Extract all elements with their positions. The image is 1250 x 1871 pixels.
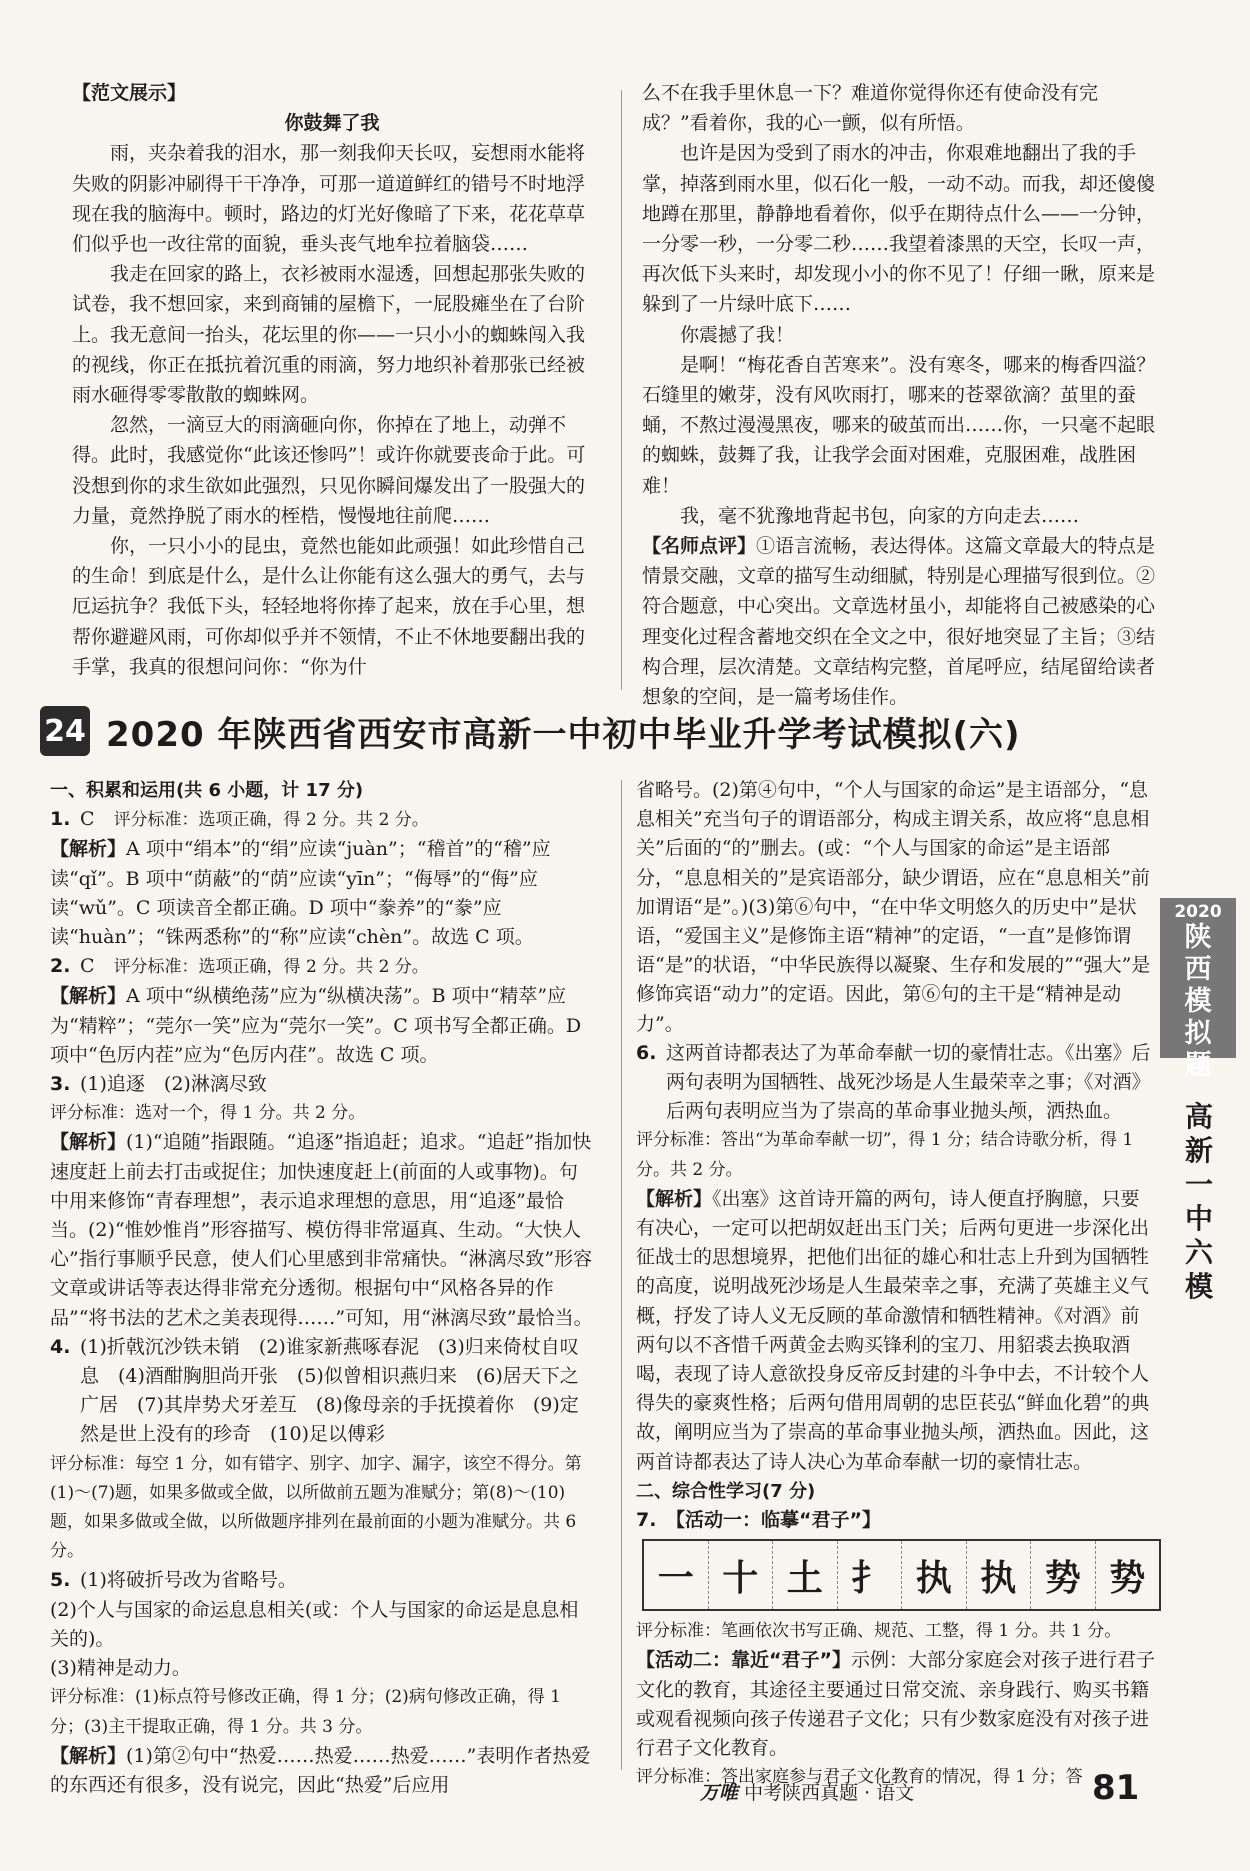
essay-paragraph: 么不在我手里休息一下？难道你觉得你还有使命没有完成？”看着你，我的心一颤，似有所悟。 — [642, 82, 1099, 135]
column-divider — [621, 780, 622, 1770]
answer: (1)将破折号改为省略号。 — [80, 1569, 297, 1592]
scoring-criteria: 评分标准：选项正确，得 2 分。共 2 分。 — [113, 957, 429, 978]
exam-banner — [40, 702, 1165, 760]
question-number: 7. — [636, 1509, 657, 1532]
essay-paragraph: 忽然，一滴豆大的雨滴砸向你，你掉在了地上，动弹不得。此时，我感觉你“此该还惨吗”！或许你就要丧命于此。可没想到你的求生欲如此强烈，只见你瞬间爆发出了一股强大的力量，竟然挣脱了雨水的桎梏，慢慢地往前爬…… — [72, 414, 586, 527]
comment-label: 【名师点评】 — [642, 535, 757, 558]
grid-cell: 十 — [709, 1541, 774, 1609]
essay-title: 你鼓舞了我 — [284, 112, 380, 135]
essay-paragraph: 雨，夹杂着我的泪水，那一刻我仰天长叹，妄想雨水能将失败的阴影冲刷得干干净净，可那一道道鲜红的错号不时地浮现在我的脑海中。顿时，路边的灯光好像暗了下来，花花草草们似乎也一改往常的面貌，垂头丧气地牟拉着脑袋…… — [72, 142, 586, 256]
analysis: 【解析】(1)“追随”指跟随。“追逐”指追赶；追求。“追赶”指加快速度赶上前去打击或捉住；加快速度赶上(前面的人或事物)。句中用来修饰“青春理想”，表示追求理想的意思，用“追逐”最恰当。(2)“惟妙惟肖”形容描写、模仿得非常逼真、生动。“大快人心”指行事顺乎民意，使人们心里感到非常痛快。“淋漓尽致”形容文章或讲话等表达得非常充分透彻。根据句中“风格各异的作品”“将书法的艺术之美表现得……”可知，用“淋漓尽致”最恰当。 — [50, 1131, 593, 1329]
grid-cell: 执 — [967, 1541, 1032, 1609]
side-tab-char: 一 — [1184, 1168, 1213, 1201]
exam-number-badge: 24 — [40, 706, 90, 756]
side-tab-char: 中 — [1184, 1202, 1213, 1235]
question-3 — [50, 1070, 595, 1099]
question-number: 2. — [50, 955, 71, 978]
side-tab-char: 模 — [1184, 986, 1212, 1017]
essay-paragraph: 也许是因为受到了雨水的冲击，你艰难地翻出了我的手掌，掉落到雨水里，似石化一般，一动不动。而我，却还傻傻地蹲在那里，静静地看着你，似乎在期待点什么——一分钟，一分零一秒，一分零二秒……我望着漆黑的天空，长叹一声，再次低下头来时，却发现小小的你不见了！仔细一瞅，原来是躲到了一片绿叶底下…… — [642, 142, 1156, 316]
question-4 — [50, 1333, 595, 1450]
answer: 这两首诗都表达了为革命奉献一切的豪情壮志。《出塞》后两句表明为国牺牲、战死沙场是人生最荣幸之事；《对酒》后两句表明应当为了崇高的革命事业抛头颅，洒热血。 — [666, 1041, 1151, 1123]
analysis-continued: 省略号。(2)第④句中，“个人与国家的命运”是主语部分，“息息相关”充当句子的谓语部分，构成主谓关系，故应将“息息相关”后面的“的”删去。(或：“个人与国家的命运”是主语部分，“息息相关的”是宾语部分，缺少谓语，应在“息息相关”前加谓语“是”。)(3)第⑥句中，“在中华文明悠久的历史中”是状语，“爱国主义”是修饰主语“精神”的定语，“一直”是修饰谓语“是”的状语，“中华民族得以凝聚、生存和发展的”“强大”是修饰宾语“动力”的定语。因此，第⑥句的主干是“精神是动力”。 — [636, 779, 1151, 1035]
exam-title: 2020 年陕西省西安市高新一中初中毕业升学考试模拟(六) — [106, 714, 1021, 755]
section-heading: 一、积累和运用(共 6 小题，计 17 分) — [50, 780, 364, 801]
question-7 — [636, 1506, 1156, 1535]
side-tab-char: 拟 — [1184, 1018, 1212, 1049]
analysis: 【解析】(1)第②句中“热爱……热爱……热爱……”表明作者热爱的东西还有很多，没有说完，因此“热爱”后应用 — [50, 1744, 591, 1796]
scoring-criteria: 评分标准：笔画依次书写正确、规范、工整，得 1 分。共 1 分。 — [636, 1621, 1122, 1642]
question-2 — [50, 952, 595, 982]
scoring-criteria: 评分标准：答出家庭参与君子文化教育的情况，得 1 分；答 — [636, 1767, 1083, 1788]
teacher-comment — [642, 531, 1164, 712]
grid-cell: 势 — [1109, 1556, 1146, 1599]
essay-paragraph: 是啊！“梅花香自苦寒来”。没有寒冬，哪来的梅香四溢？石缝里的嫩芽，没有风吹雨打，哪来的苍翠欲滴？茧里的蚕蛹，不熬过漫漫黑夜，哪来的破茧而出……你，一只毫不起眼的蜘蛛，鼓舞了我，让我学会面对困难，克服困难，战胜困难！ — [642, 353, 1156, 497]
analysis: 【解析】A 项中“纵横绝荡”应为“纵横决荡”。B 项中“精萃”应为“精粹”；“莞尔一笑”应为“莞尔一笑”。C 项书写全都正确。D 项中“色厉内茬”应为“色厉内荏”。故选 C 项。 — [50, 985, 582, 1066]
question-number: 1. — [50, 808, 71, 831]
essay-paragraph: 你，一只小小的昆虫，竟然也能如此顽强！如此珍惜自己的生命！到底是什么，是什么让你能有这么强大的勇气，去与厄运抗争？我低下头，轻轻地将你捧了起来，放在手心里，想帮你避避风雨，可你却似乎并不领情，不止不休地要翻出我的手掌，我真的很想问问你：“你为什 — [72, 535, 586, 678]
page-number: 81 — [1092, 1768, 1140, 1808]
scoring-criteria: 评分标准：(1)标点符号修改正确，得 1 分；(2)病句修改正确，得 1 分；(3)主干提取正确，得 1 分。共 3 分。 — [50, 1687, 562, 1737]
essay-right-column — [642, 78, 1164, 712]
essay-section-label: 【范文展示】 — [72, 82, 187, 104]
essay-paragraph: 我走在回家的路上，衣衫被雨水湿透，回想起那张失败的试卷，我不想回家，来到商铺的屋檐下，一屁股瘫坐在了台阶上。我无意间一抬头，花坛里的你——一只小小的蜘蛛闯入我的视线，你正在抵抗着沉重的雨滴，努力地织补着那张已经被雨水砸得零零散散的蜘蛛网。 — [72, 263, 586, 407]
answer: (3)精神是动力。 — [50, 1657, 191, 1680]
answer: (1)折戟沉沙铁未销 (2)谁家新燕啄春泥 (3)归来倚杖自叹息 (4)酒酣胸胆尚开张 (5)似曾相识燕归来 (6)居天下之广居 (7)其岸势犬牙差互 (8)像母亲的手抚摸着你 (9)定然是世上没有的珍奇 (10)足以傅彩 — [80, 1335, 579, 1446]
analysis: 【解析】A 项中“绢本”的“绢”应读“juàn”；“稽首”的“稽”应读“qǐ”。B 项中“荫蔽”的“荫”应读“yīn”；“侮辱”的“侮”应读“wǔ”。C 项读音全都正确。D 项中“豢养”的“豢”应读“huàn”；“铢两悉称”的“称”应读“chèn”。故选 C 项。 — [50, 838, 551, 949]
calligraphy-grid — [642, 1539, 1161, 1611]
side-tab-char: 题 — [1184, 1050, 1212, 1081]
activity-2-label: 【活动二：靠近“君子”】 — [636, 1649, 851, 1672]
grid-cell: 土 — [773, 1541, 838, 1609]
answer: (2)个人与国家的命运息息相关(或：个人与国家的命运是息息相关的)。 — [50, 1598, 579, 1650]
activity-1-label: 【活动一：临摹“君子”】 — [666, 1509, 881, 1532]
question-number: 6. — [636, 1041, 657, 1064]
scoring-criteria: 评分标准：答出“为革命奉献一切”，得 1 分；结合诗歌分析，得 1 分。共 2 分。 — [636, 1130, 1134, 1180]
grid-cell: 执 — [902, 1541, 967, 1609]
grid-cell: 扌 — [838, 1541, 903, 1609]
question-number: 3. — [50, 1073, 71, 1096]
scoring-criteria: 评分标准：选对一个，得 1 分。共 2 分。 — [50, 1103, 366, 1124]
grid-cell: 一 — [644, 1541, 709, 1609]
side-tab-char: 模 — [1184, 1270, 1213, 1303]
answer: C 评分标准：选项正确，得 2 分。共 2 分。 — [80, 955, 429, 978]
essay-paragraph: 我，毫不犹豫地背起书包，向家的方向走去…… — [680, 504, 1080, 527]
question-5 — [50, 1566, 595, 1595]
side-tab-char: 六 — [1184, 1236, 1213, 1269]
side-tab-region — [1160, 898, 1236, 1081]
column-divider — [621, 90, 622, 690]
answer: (1)追逐 (2)淋漓尽致 — [80, 1073, 267, 1096]
page-footer — [700, 1778, 914, 1805]
essay-left-column — [72, 78, 592, 682]
side-tab-school — [1164, 1100, 1234, 1304]
scoring-criteria: 评分标准：每空 1 分，如有错字、别字、加字、漏字，该空不得分。第(1)～(7)题，如果多做或全做，以所做前五题为准赋分；第(8)～(10)题，如果多做或全做，以所做题序排列在最前面的小题为准赋分。共 6 分。 — [50, 1453, 582, 1562]
side-tab-char: 高 — [1184, 1100, 1213, 1133]
question-number: 4. — [50, 1335, 71, 1358]
section-heading: 二、综合性学习(7 分) — [636, 1480, 816, 1502]
side-tab-char: 新 — [1184, 1134, 1213, 1167]
brand-logo: 万唯 — [700, 1782, 739, 1804]
grid-cell: 势 — [1031, 1541, 1096, 1609]
scoring-criteria: 评分标准：选项正确，得 2 分。共 2 分。 — [113, 810, 429, 831]
analysis: 【解析】《出塞》这首诗开篇的两句，诗人便直抒胸臆，只要有决心，一定可以把胡奴赶出玉门关；后两句更进一步深化出征战士的思想境界，把他们出征的雄心和壮志上升到为国牺牲的高度，说明战死沙场是人生最荣幸之事，充满了英雄主义气概，抒发了诗人义无反顾的革命激情和牺牲精神。《对酒》前两句以不吝惜千两黄金去购买锋利的宝刀、用貂裘去换取酒喝，表现了诗人意欲投身反帝反封建的斗争中去，不计较个人得失的豪爽性格；后两句借用周朝的忠臣苌弘“鲜血化碧”的典故，阐明应当为了崇高的革命事业抛头颅，洒热血。因此，这两首诗都表达了诗人决心为革命奉献一切的豪情壮志。 — [636, 1187, 1150, 1473]
essay-paragraph: 你震撼了我！ — [680, 323, 795, 346]
answers-right-column — [636, 776, 1156, 1793]
footer-text: 中考陕西真题 · 语文 — [744, 1782, 915, 1804]
question-number: 5. — [50, 1569, 71, 1592]
activity-2: 【活动二：靠近“君子”】示例：大部分家庭会对孩子进行君子文化的教育，其途径主要通过日常交流、亲身践行、购买书籍或观看视频向孩子传递君子文化；只有少数家庭没有对孩子进行君子文化教育。 — [636, 1649, 1155, 1760]
question-1 — [50, 805, 595, 835]
answers-left-column — [50, 776, 595, 1800]
side-tab-char: 陕 — [1184, 922, 1212, 953]
answer: C 评分标准：选项正确，得 2 分。共 2 分。 — [80, 808, 429, 831]
side-tab-char: 西 — [1184, 954, 1212, 985]
comment-text: ①语言流畅，表达得体。这篇文章最大的特点是情景交融，文章的描写生动细腻，特别是心理描写很到位。②符合题意，中心突出。文章选材虽小，却能将自己被感染的心理变化过程含蓄地交织在全文之中，很好地突显了主旨；③结构合理，层次清楚。文章结构完整，首尾呼应，结尾留给读者想象的空间，是一篇考场佳作。 — [642, 535, 1156, 709]
side-tab-year: 2020 — [1174, 902, 1222, 922]
question-6 — [636, 1039, 1156, 1127]
